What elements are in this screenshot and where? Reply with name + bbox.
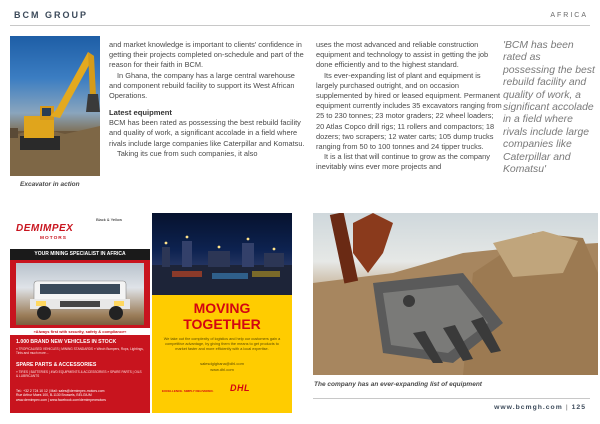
dhl-body-text: We take out the complexity of logistics and help our customers gain a competitive advantage, by giving them the means to get products to market faster and more efficiently with a local expertise. (163, 337, 281, 351)
col1-paragraph-1: and market knowledge is important to clients' confidence in getting their projects completed on-schedule and part of the reason for their faith in BCM. (109, 40, 304, 70)
excavator-caption: Excavator in action (20, 181, 80, 188)
col1-paragraph-4: Taking its cue from such companies, it also (117, 148, 258, 158)
section-heading: Latest equipment (109, 108, 172, 118)
dhl-slogan: EXCELLENCE. SIMPLY DELIVERED. (162, 389, 214, 393)
port-night-illustration (152, 213, 292, 295)
pull-quote: 'BCM has been rated as possessing the best rebuild facility and quality of work, a significant accolade in a field where rivals include large companies like Caterpillar and Komatsu' (503, 40, 595, 176)
demimpex-parts-heading: SPARE PARTS & ACCESSORIES (16, 362, 97, 368)
col1-paragraph-2: In Ghana, the company has a large central warehouse and component rebuild facility to support its West African Operations. (109, 70, 295, 101)
dhl-logo: DHL (230, 383, 250, 393)
footer-rule (313, 398, 590, 399)
col1-paragraph-3: BCM has been rated as possessing the best rebuild facility and quality of work, a significant accolade in a field where rivals include large companies like Caterpillar and Komatsu. (109, 118, 305, 148)
demimpex-motors: MOTORS (40, 236, 67, 241)
demimpex-stock-details: » TROPICALISED VEHICLES | MINING STANDARDS » Winch Bumpers, Rops, Lightings, Tints and much more... (16, 347, 144, 355)
excavator-photo (10, 36, 100, 176)
vehicle-illustration (16, 263, 144, 325)
footer-url[interactable]: www.bcmgh.com (494, 404, 563, 411)
article-column-2 (316, 40, 502, 173)
page-number: 125 (571, 404, 586, 411)
header-rule (10, 25, 590, 26)
dhl-port-photo (152, 213, 292, 295)
footer-separator: | (565, 404, 569, 411)
col2-paragraph-1: uses the most advanced and reliable construction equipment and technology to assist in getting the job done efficiently and to the highest standard. (316, 40, 489, 70)
col2-paragraph-3: It is a list that will continue to grow as the company inevitably wins ever more projects and (316, 152, 490, 172)
demimpex-vehicle-photo (16, 263, 144, 325)
bucket-caption: The company has an ever-expanding list of equipment (314, 381, 482, 388)
dhl-headline (152, 301, 292, 332)
excavator-illustration (10, 36, 100, 176)
demimpex-contact-line-2: Rue Arthur Maes 100, B-1130 Brussels, BELGIUM (16, 393, 92, 398)
col2-paragraph-2: Its ever-expanding list of plant and equipment is largely purchased outright, and on occasion supplemented by hired or leased equipment. Permanent equipment currently includes 35 excavators ranging from 25 to 230 tonnes; 23 motor graders; 22 wheel loaders; 20 Atlas Copco drill rigs; 11 rollers and compactors; 18 dozers; two scrapers; 12 water carts; 105 dump trucks ranging from 50 to 100 tonnes and 24 tipper trucks. (316, 70, 502, 152)
dhl-website[interactable]: www.dhl.com (210, 367, 234, 372)
article-column-1 (109, 40, 307, 159)
bucket-illustration (313, 213, 598, 375)
demimpex-contact (16, 389, 146, 402)
dhl-headline-line-1: MOVING (193, 300, 251, 316)
demimpex-slogan-strip: »Always first with security, safety & compliance« (10, 328, 150, 335)
dhl-advert[interactable] (152, 213, 292, 413)
header-region: AFRICA (550, 12, 588, 19)
demimpex-specialist: YOUR MINING SPECIALIST IN AFRICA (10, 249, 150, 260)
page-footer (494, 404, 586, 411)
demimpex-tagline: Black & Yellow (96, 217, 123, 222)
demimpex-advert[interactable] (10, 213, 150, 413)
demimpex-contact-line-3: www.demimpex.com | www.facebook.com/demimpexmotors (16, 397, 107, 402)
dhl-email[interactable]: salesdglghana@dhl.com (200, 361, 244, 366)
bucket-photo (313, 213, 598, 375)
header-brand: BCM GROUP (14, 10, 88, 20)
demimpex-stock-heading: 1.000 BRAND NEW VEHICLES IN STOCK (16, 339, 117, 345)
dhl-headline-line-2: TOGETHER (183, 315, 261, 332)
demimpex-brand: DEMIMPEX (16, 223, 74, 234)
demimpex-parts-details: » TIRES | BATTERIES | 4WD EQUIPMENTS & ACCESSORIES » SPARE PARTS | OILS & LUBRICANTS (16, 370, 142, 378)
demimpex-contact-line-1: Tel.: +32 2 724 10 12 | Mail: sales@demimpex-motors.com (16, 389, 105, 393)
